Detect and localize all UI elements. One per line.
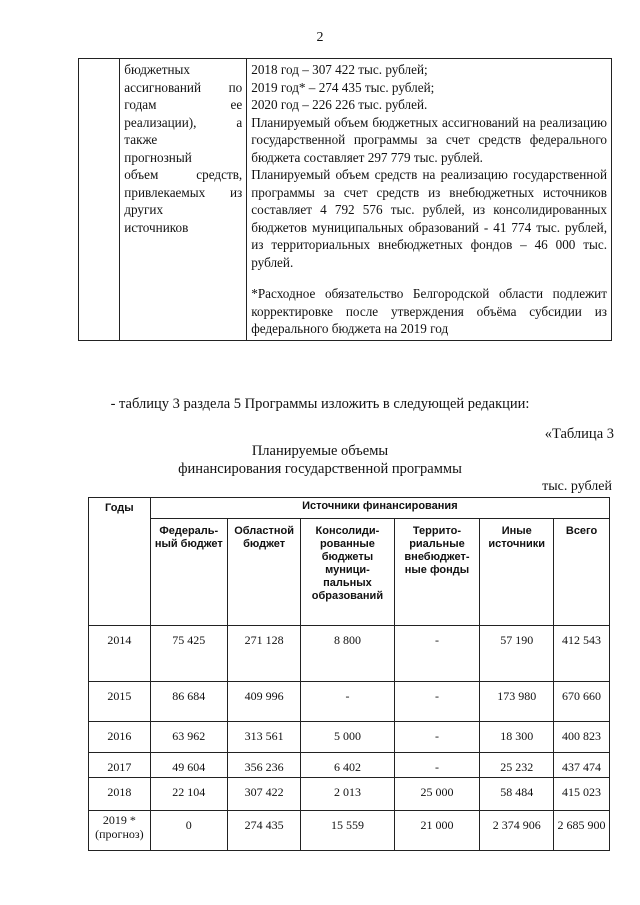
value-cell: 2 013 <box>301 778 394 811</box>
table-title-line-2: финансирования государственной программы <box>178 461 462 477</box>
value-cell: 313 561 <box>227 722 301 753</box>
years-header: Годы <box>89 498 151 626</box>
empty-number-cell <box>79 59 120 341</box>
value-cell: 63 962 <box>150 722 227 753</box>
value-cell: 49 604 <box>150 753 227 778</box>
year-amount-2018: 2018 год – 307 422 тыс. рублей; <box>251 62 428 77</box>
value-cell: 6 402 <box>301 753 394 778</box>
table-title-line-1: Планируемые объемы <box>251 443 389 459</box>
passport-table-continuation <box>78 58 612 341</box>
federal-budget-paragraph: Планируемый объем бюджетных ассигнований на реализацию государственной программы за счет средств федерального бюджета составляет 297 779 тыс. рублей. <box>251 114 607 165</box>
column-header: Областной бюджет <box>227 519 301 626</box>
parameter-line: других <box>124 202 164 217</box>
value-cell: 2 374 906 <box>480 811 554 851</box>
column-header: Всего <box>554 519 610 626</box>
year-cell: 2019 * (прогноз) <box>89 811 151 851</box>
value-cell: 274 435 <box>227 811 301 851</box>
value-cell: 18 300 <box>480 722 554 753</box>
table-row <box>89 811 610 851</box>
value-cell: - <box>301 682 394 722</box>
year-cell: 2018 <box>89 778 151 811</box>
value-cell: 75 425 <box>150 626 227 682</box>
value-cell: 25 000 <box>394 778 480 811</box>
extrabudgetary-paragraph: Планируемый объем средств на реализацию государственной программы за счет средств из внебюджетных источников составляет 4 792 576 тыс. рублей, из консолидированных бюджетов муниципальных образований - 41 774 тыс. рублей, из территориальных внебюджетных фондов – 46 000 тыс. рублей. <box>251 167 607 270</box>
value-cell: 307 422 <box>227 778 301 811</box>
value-cell: 21 000 <box>394 811 480 851</box>
value-cell: 86 684 <box>150 682 227 722</box>
parameter-line: ассигнований по <box>124 79 243 95</box>
value-cell: - <box>394 722 480 753</box>
value-cell: - <box>394 626 480 682</box>
value-cell: 15 559 <box>301 811 394 851</box>
column-header: Иные источники <box>480 519 554 626</box>
value-cell: 271 128 <box>227 626 301 682</box>
parameter-line: прогнозный <box>124 149 192 165</box>
value-cell: 356 236 <box>227 753 301 778</box>
year-cell: 2014 <box>89 626 151 682</box>
value-cell: 400 823 <box>554 722 610 753</box>
value-cell: 58 484 <box>480 778 554 811</box>
value-cell: 57 190 <box>480 626 554 682</box>
page-number: 2 <box>316 30 324 45</box>
table-row <box>89 722 610 753</box>
parameter-line: источников <box>124 219 189 235</box>
year-cell: 2017 <box>89 753 151 778</box>
column-header: Консолиди- рованные бюджеты муници- пальных образований <box>301 519 394 626</box>
parameter-line: бюджетных <box>124 62 190 77</box>
year-amount-2020: 2020 год – 226 226 тыс. рублей. <box>251 97 428 112</box>
financing-table <box>88 497 610 851</box>
value-cell: 415 023 <box>554 778 610 811</box>
table-row <box>89 778 610 811</box>
parameter-line: годам ее <box>124 97 243 112</box>
value-cell: 8 800 <box>301 626 394 682</box>
value-cell: 437 474 <box>554 753 610 778</box>
value-cell: 2 685 900 <box>554 811 610 851</box>
value-cell: 25 232 <box>480 753 554 778</box>
table-label: «Таблица 3 <box>544 426 614 442</box>
value-cell: - <box>394 753 480 778</box>
value-cell: 22 104 <box>150 778 227 811</box>
sources-header: Источники финансирования <box>150 498 609 519</box>
year-amount-2019: 2019 год* – 274 435 тыс. рублей; <box>251 79 435 95</box>
value-cell: 0 <box>150 811 227 851</box>
value-cell: - <box>394 682 480 722</box>
column-header: Террито- риальные внебюджет- ные фонды <box>394 519 480 626</box>
value-cell: 670 660 <box>554 682 610 722</box>
parameter-line: объем средств, <box>124 167 243 182</box>
value-cell: 173 980 <box>480 682 554 722</box>
table-row <box>89 626 610 682</box>
footnote-paragraph: *Расходное обязательство Белгородской области подлежит корректировке после утверждения объёма субсидии из федерального бюджета на 2019 год <box>251 286 607 336</box>
value-cell: 412 543 <box>554 626 610 682</box>
year-cell: 2016 <box>89 722 151 753</box>
parameter-line: также <box>124 132 158 147</box>
parameter-value-cell <box>247 59 612 341</box>
column-header: Федераль- ный бюджет <box>150 519 227 626</box>
table-row <box>89 682 610 722</box>
parameter-line: привлекаемых из <box>124 184 243 200</box>
parameter-line: реализации), а <box>124 114 243 130</box>
year-cell: 2015 <box>89 682 151 722</box>
value-cell: 409 996 <box>227 682 301 722</box>
amendment-instruction: - таблицу 3 раздела 5 Программы изложить в следующей редакции: <box>110 396 530 412</box>
value-cell: 5 000 <box>301 722 394 753</box>
parameter-name-cell <box>120 59 247 341</box>
units-label: тыс. рублей <box>542 479 612 494</box>
table-row <box>89 753 610 778</box>
